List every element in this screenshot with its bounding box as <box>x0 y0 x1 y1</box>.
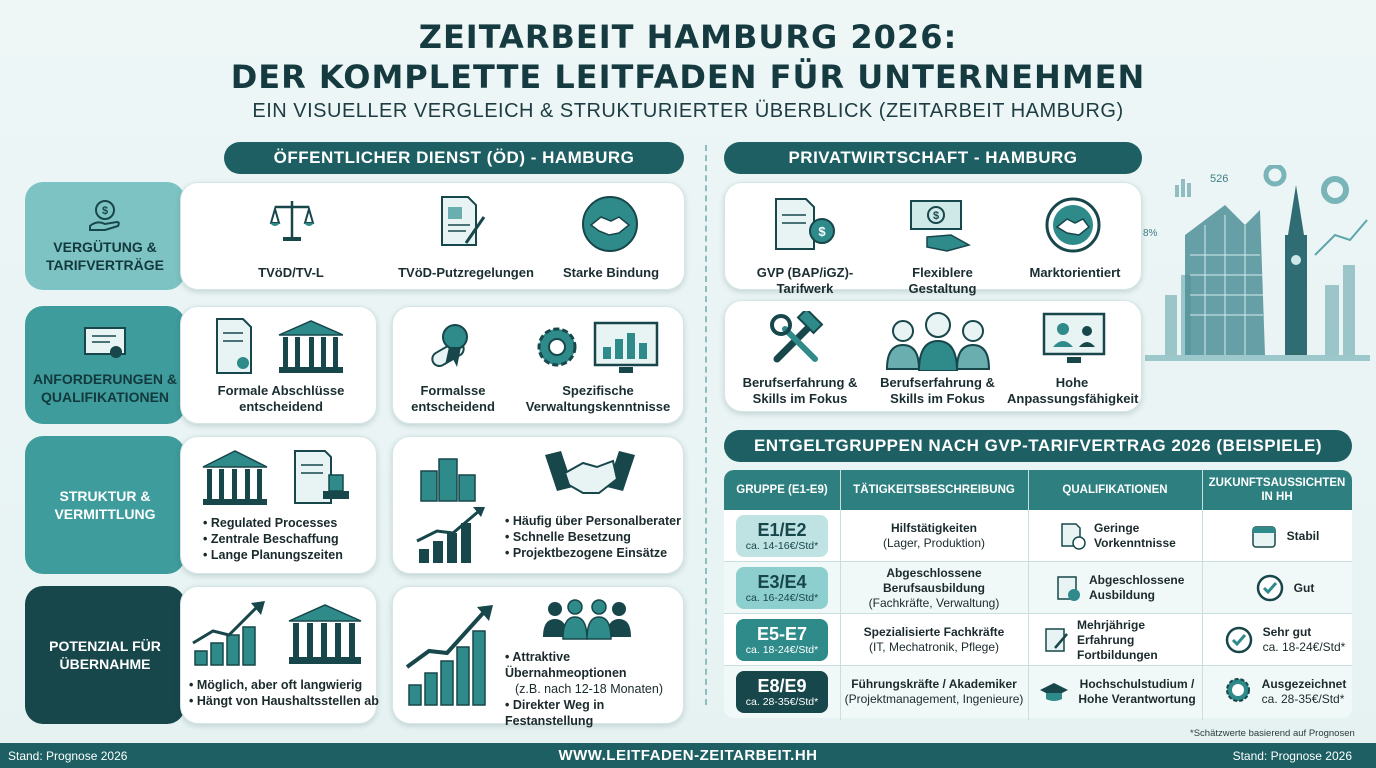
gear-monitor-icon <box>533 317 663 377</box>
diploma-scroll-icon <box>425 317 477 373</box>
deco-stat-percent: 8% <box>1143 228 1158 239</box>
card-od-potenzial <box>180 586 377 724</box>
mid-anforderungen-item-2: Spezifische Verwaltungskenntnisse <box>525 383 671 414</box>
svg-text:$: $ <box>932 210 940 222</box>
pw-verguetung-item-2: Flexiblere Gestaltung <box>908 265 977 296</box>
check-circle-icon <box>1225 626 1253 654</box>
group-badge: E3/E4 ca. 16-24€/Std* <box>736 567 828 609</box>
card-pw-verguetung <box>724 182 1142 296</box>
footer-left-text: Stand: Prognose 2026 <box>8 749 128 763</box>
money-hand-icon <box>87 198 123 234</box>
footer-bar <box>0 743 1376 768</box>
page-title-line1: ZEITARBEIT HAMBURG 2026: <box>418 18 958 56</box>
table-row: E1/E2 ca. 14-16€/Std* Hilfstätigkeiten (Lager, Produktion) Geringe Vorkenntnisse Stabil <box>724 510 1352 562</box>
check-circle-icon <box>1256 574 1284 602</box>
table-header-qualifikationen: QUALIFIKATIONEN <box>1028 470 1202 510</box>
od-potenzial-bullets: • Möglich, aber oft langwierig • Hängt von Haushaltsstellen ab <box>189 677 379 709</box>
video-monitor-icon <box>1041 311 1107 367</box>
section-heading-private: PRIVATWIRTSCHAFT - HAMBURG <box>724 142 1142 174</box>
group-badge: E8/E9 ca. 28-35€/Std* <box>736 671 828 713</box>
market-cycle-icon <box>1043 195 1103 255</box>
deco-stat-number: 526 <box>1210 173 1229 185</box>
pw-verguetung-item-1: GVP (BAP/iGZ)-Tarifwerk <box>756 265 854 296</box>
building-stamp-icon <box>199 445 359 509</box>
column-divider <box>705 145 707 705</box>
row-label-anforderungen: ANFORDERUNGEN & QUALIFIKATIONEN <box>25 306 185 424</box>
row-label-verguetung: $ VERGÜTUNG & TARIFVERTRÄGE <box>25 182 185 290</box>
diploma-building-icon <box>213 315 343 377</box>
section-heading-public: ÖFFENTLICHER DIENST (ÖD) - HAMBURG <box>224 142 684 174</box>
team-group-icon <box>539 597 635 641</box>
handshake-icon <box>581 195 639 253</box>
od-struktur-bullets: • Regulated Processes • Zentrale Beschaffung • Lange Planungszeiten <box>203 515 378 563</box>
table-row: E3/E4 ca. 16-24€/Std* Abgeschlossene Berufsausbildung (Fachkräfte, Verwaltung) Abgeschlossene Ausbildung Gut <box>724 562 1352 614</box>
card-od-struktur <box>180 436 377 574</box>
card-mid-struktur <box>392 436 684 574</box>
scales-icon <box>267 195 317 245</box>
calendar-icon <box>1251 523 1277 549</box>
handshake-deal-icon <box>543 447 637 503</box>
od-verguetung-item-2: TVöD-Putzregelungen <box>398 265 534 280</box>
table-header-zukunft: ZUKUNFTSAUSSICHTEN IN HH <box>1202 470 1352 510</box>
svg-text:$: $ <box>101 205 109 217</box>
pay-group-table <box>724 470 1352 720</box>
pw-anforderungen-item-2: Berufserfahrung & Skills im Fokus <box>880 375 995 406</box>
mid-anforderungen-item-1: Formalsse entscheidend <box>411 383 495 414</box>
table-row: E8/E9 ca. 28-35€/Std* Führungskräfte / Akademiker (Projektmanagement, Ingenieure) Hochschulstudium / Hohe Verantwortung Ausgezeichnet ca. 28-35€/Std* <box>724 666 1352 718</box>
row-label-struktur: STRUKTUR & VERMITTLUNG <box>25 436 185 574</box>
document-clock-icon <box>1060 522 1086 550</box>
mid-potenzial-bullets: • Attraktive Übernahmeoptionen (z.B. nach 12-18 Monaten) • Direkter Weg in Festanstellung <box>505 649 685 729</box>
od-anforderungen-item-1: Formale Abschlüsse entscheidend <box>217 383 345 414</box>
group-badge: E5-E7 ca. 18-24€/Std* <box>736 619 828 661</box>
card-mid-potenzial <box>392 586 684 728</box>
award-medal-icon <box>1224 677 1252 707</box>
hamburg-skyline-illustration <box>1145 165 1370 400</box>
card-od-anforderungen <box>180 306 377 424</box>
card-pw-anforderungen <box>724 300 1142 412</box>
od-verguetung-item-3: Starke Bindung <box>562 265 660 280</box>
table-header-gruppe: GRUPPE (E1-E9) <box>724 470 840 510</box>
page-title-line2: DER KOMPLETTE LEITFADEN FÜR UNTERNEHMEN <box>230 58 1146 96</box>
document-pen-icon <box>436 193 486 249</box>
footer-url-link[interactable]: WWW.LEITFADEN-ZEITARBEIT.HH <box>558 747 818 764</box>
checklist-icon <box>1055 574 1081 602</box>
table-heading: ENTGELTGRUPPEN NACH GVP-TARIFVERTRAG 2026 (BEISPIELE) <box>724 430 1352 462</box>
certificate-icon <box>82 324 128 364</box>
document-edit-icon <box>1043 626 1069 654</box>
table-header-taetigkeit: TÄTIGKEITSBESCHREIBUNG <box>840 470 1028 510</box>
pw-anforderungen-item-1: Berufserfahrung & Skills im Fokus <box>742 375 858 406</box>
od-verguetung-item-1: TVöD/TV-L <box>258 265 324 280</box>
card-od-verguetung <box>180 182 685 290</box>
cash-hand-icon <box>907 197 973 253</box>
table-footnote: *Schätzwerte basierend auf Prognosen <box>1190 728 1355 739</box>
contract-gear-icon <box>770 193 840 253</box>
upward-trend-icon <box>403 601 495 711</box>
graduation-cap-icon <box>1039 681 1069 703</box>
people-group-icon <box>883 309 993 371</box>
growth-building-icon <box>189 597 369 669</box>
city-growth-chart-icon <box>413 445 493 571</box>
group-badge: E1/E2 ca. 14-16€/Std* <box>736 515 828 557</box>
footer-right-text: Stand: Prognose 2026 <box>1232 749 1352 763</box>
table-row: E5-E7 ca. 18-24€/Std* Spezialisierte Fachkräfte (IT, Mechatronik, Pflege) Mehrjährige Erfahrung Fortbildungen Sehr gut ca. 18-24€/Std* <box>724 614 1352 666</box>
row-label-potenzial: POTENZIAL FÜR ÜBERNAHME <box>25 586 185 724</box>
tools-icon <box>767 311 827 369</box>
page-subtitle: EIN VISUELLER VERGLEICH & STRUKTURIERTER ÜBERBLICK (ZEITARBEIT HAMBURG) <box>252 100 1124 122</box>
table-divider <box>1028 470 1029 720</box>
table-divider <box>840 470 841 720</box>
card-mid-anforderungen <box>392 306 684 424</box>
svg-text:$: $ <box>818 224 826 239</box>
mid-struktur-bullets: • Häufig über Personalberater • Schnelle Besetzung • Projektbezogene Einsätze <box>505 513 685 561</box>
pw-anforderungen-item-3: Hohe Anpassungsfähigkeit <box>1007 375 1139 406</box>
pw-verguetung-item-3: Marktorientiert <box>1029 265 1121 280</box>
table-divider <box>1202 470 1203 720</box>
